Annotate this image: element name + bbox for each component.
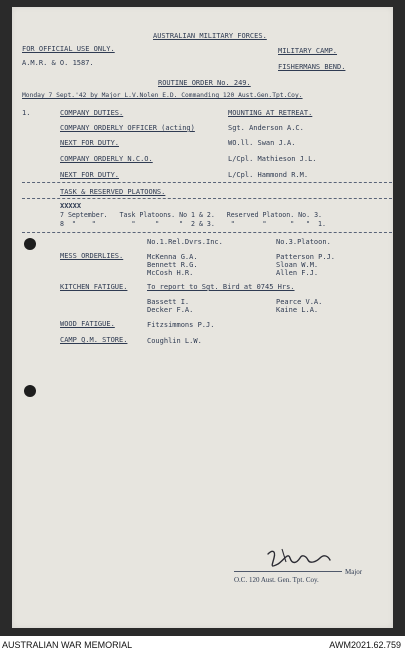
camp-label: CAMP Q.M. STORE. xyxy=(60,336,128,344)
punch-hole xyxy=(24,385,36,397)
dashed-rule xyxy=(22,198,392,199)
document-page xyxy=(12,7,393,628)
column-head: No.3.Platoon. xyxy=(276,238,331,246)
duty-value: Sgt. Anderson A.C. xyxy=(228,124,304,132)
duty-value: L/Cpl. Hammond R.M. xyxy=(228,171,309,179)
order-title: ROUTINE ORDER No. 249. xyxy=(158,79,251,87)
signature-title: O.C. 120 Aust. Gen. Tpt. Coy. xyxy=(234,576,319,584)
signature-rank: Major xyxy=(345,568,363,576)
name-item: Bennett R.G. xyxy=(147,261,198,269)
column-head: No.1.Rel.Dvrs.Inc. xyxy=(147,238,223,246)
dashed-rule xyxy=(22,232,392,233)
name-item: McKenna G.A. xyxy=(147,253,198,261)
location-line-2: FISHERMANS BEND. xyxy=(278,63,346,71)
signature-scribble xyxy=(262,546,334,572)
kitchen-note: To report to Sgt. Bird at 0745 Hrs. xyxy=(147,283,295,291)
duty-value: WO.ll. Swan J.A. xyxy=(228,139,296,147)
punch-hole xyxy=(24,238,36,250)
signature-line xyxy=(234,571,342,572)
duty-label: NEXT FOR DUTY. xyxy=(60,139,120,147)
classification-text: FOR OFFICIAL USE ONLY. xyxy=(22,45,115,53)
struck-text: XXXXX xyxy=(60,202,82,210)
kitchen-label: KITCHEN FATIGUE. xyxy=(60,283,128,291)
section-heading: COMPANY DUTIES. xyxy=(60,109,124,117)
duty-label: COMPANY ORDERLY OFFICER (acting) xyxy=(60,124,195,132)
section-heading-right: MOUNTING AT RETREAT. xyxy=(228,109,313,117)
reference-text: A.M.R. & O. 1587. xyxy=(22,59,94,67)
mess-label: MESS ORDERLIES. xyxy=(60,252,124,260)
name-item: Decker F.A. xyxy=(147,306,194,314)
name-item: Bassett I. xyxy=(147,298,190,306)
duty-label: COMPANY ORDERLY N.C.O. xyxy=(60,155,153,163)
dashed-rule xyxy=(22,182,392,183)
duty-label: NEXT FOR DUTY. xyxy=(60,171,120,179)
force-heading: AUSTRALIAN MILITARY FORCES. xyxy=(153,32,267,40)
location-line-1: MILITARY CAMP. xyxy=(278,47,338,55)
camp-value: Coughlin L.W. xyxy=(147,337,202,345)
footer-credit: AUSTRALIAN WAR MEMORIAL xyxy=(2,640,133,650)
wood-value: Fitzsimmons P.J. xyxy=(147,321,215,329)
name-item: Pearce V.A. xyxy=(276,298,323,306)
name-item: McCosh H.R. xyxy=(147,269,194,277)
tasks-heading: TASK & RESERVED PLATOONS. xyxy=(60,188,166,196)
footer-accession-id: AWM2021.62.759 xyxy=(329,640,401,650)
name-item: Sloan W.M. xyxy=(276,261,319,269)
section-number: 1. xyxy=(22,109,31,117)
name-item: Patterson P.J. xyxy=(276,253,336,261)
duty-value: L/Cpl. Mathieson J.L. xyxy=(228,155,317,163)
tasks-row: 8 " " " " " 2 & 3. " " " " 1. xyxy=(60,220,326,228)
tasks-row: 7 September. Task Platoons. No 1 & 2. Reserved Platoon. No. 3. xyxy=(60,211,323,219)
date-line: Monday 7 Sept.'42 by Major L.V.Nolen E.D. Commanding 120 Aust.Gen.Tpt.Coy. xyxy=(22,92,303,99)
name-item: Allen F.J. xyxy=(276,269,319,277)
wood-label: WOOD FATIGUE. xyxy=(60,320,115,328)
name-item: Kaine L.A. xyxy=(276,306,319,314)
